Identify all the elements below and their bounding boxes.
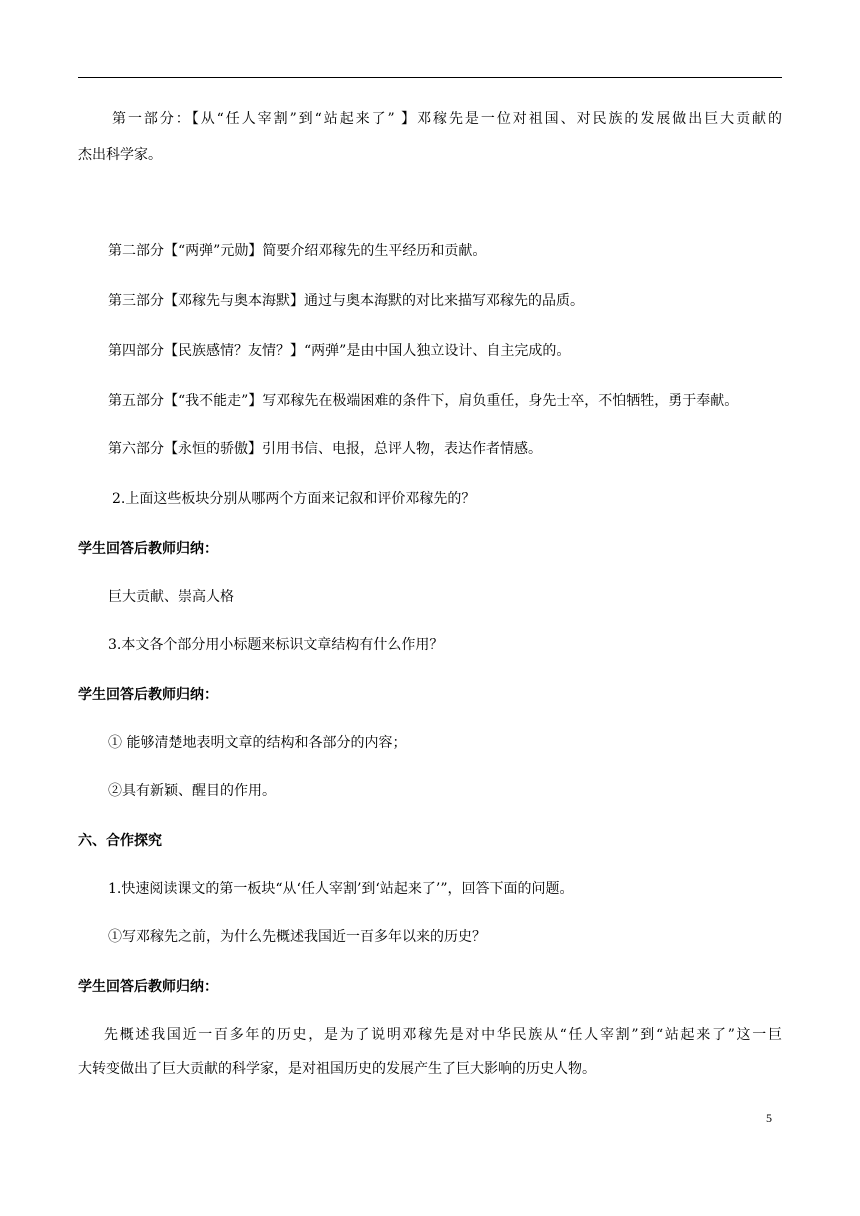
paragraph-part-two: 第二部分【“两弹”元勋】简要介绍邓稼先的生平经历和贡献。 xyxy=(108,243,487,259)
final-answer-line-1: 先概述我国近一百多年的历史，是为了说明邓稼先是对中华民族从“任人宰割”到“站起来了”这一巨 xyxy=(104,1027,782,1043)
paragraph-part-five: 第五部分【“我不能走”】写邓稼先在极端困难的条件下，肩负重任，身先士卒，不怕牺牲，勇于奉献。 xyxy=(108,393,739,409)
paragraph-part-six: 第六部分【永恒的骄傲】引用书信、电报，总评人物，表达作者情感。 xyxy=(108,441,542,457)
question-3: 3.本文各个部分用小标题来标识文章结构有什么作用？ xyxy=(108,637,444,653)
paragraph-part-one-line-1: 第一部分：【从“任人宰割”到“站起来了” 】邓稼先是一位对祖国、对民族的发展做出巨大贡献的 xyxy=(112,111,782,127)
paragraph-part-four: 第四部分【民族感情？友情？】“两弹”是由中国人独立设计、自主完成的。 xyxy=(108,343,571,359)
answer-3-item-2: ②具有新颖、醒目的作用。 xyxy=(108,783,276,799)
final-answer-line-2: 大转变做出了巨大贡献的科学家，是对祖国历史的发展产生了巨大影响的历史人物。 xyxy=(78,1061,596,1077)
teacher-summary-label-2: 学生回答后教师归纳： xyxy=(78,687,218,703)
task-1: 1.快速阅读课文的第一板块“从‘任人宰割’到‘站起来了’”，回答下面的问题。 xyxy=(108,881,574,897)
teacher-summary-label-3: 学生回答后教师归纳： xyxy=(78,979,218,995)
task-1-question-1: ①写邓稼先之前，为什么先概述我国近一百多年以来的历史？ xyxy=(108,929,486,945)
answer-3-item-1: ① 能够清楚地表明文章的结构和各部分的内容； xyxy=(108,735,407,751)
paragraph-part-one-line-2: 杰出科学家。 xyxy=(78,147,162,163)
paragraph-part-three: 第三部分【邓稼先与奥本海默】通过与奥本海默的对比来描写邓稼先的品质。 xyxy=(108,293,584,309)
teacher-summary-label-1: 学生回答后教师归纳： xyxy=(78,541,218,557)
page-number: 5 xyxy=(766,1111,772,1125)
answer-2: 巨大贡献、崇高人格 xyxy=(108,589,234,605)
header-rule xyxy=(78,77,782,78)
section-heading-cooperative-inquiry: 六、合作探究 xyxy=(78,833,162,849)
question-2: 2.上面这些板块分别从哪两个方面来记叙和评价邓稼先的？ xyxy=(112,491,476,507)
